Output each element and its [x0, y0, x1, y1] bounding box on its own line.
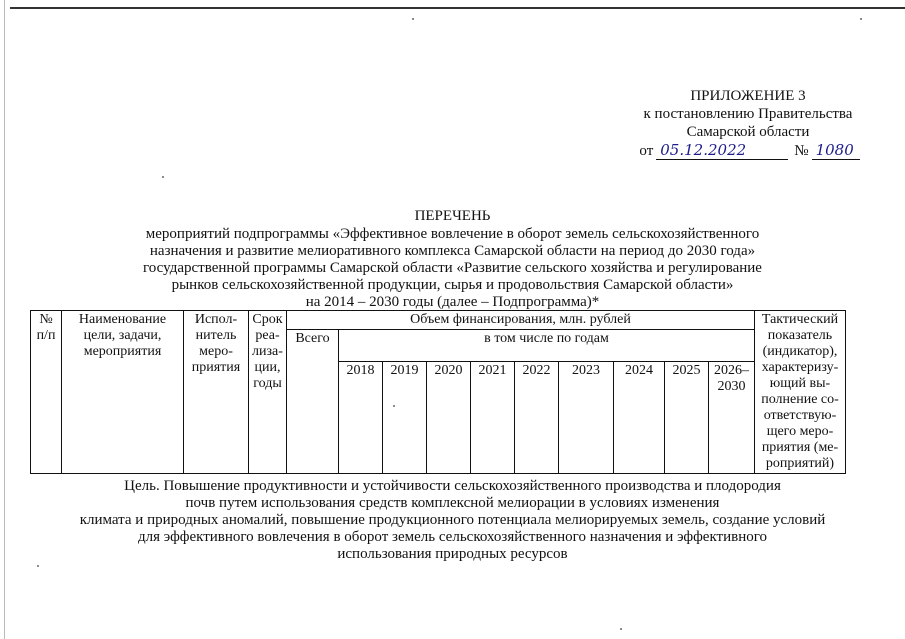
header-funding: Объем финансирования, млн. рублей	[287, 311, 755, 330]
top-border-line	[10, 7, 905, 9]
year-cell: 2021	[471, 362, 515, 474]
scan-speck	[412, 18, 414, 20]
goal-line: использования природных ресурсов	[337, 546, 568, 562]
year-cell: 2026– 2030	[709, 362, 755, 474]
title-line: назначения и развитие мелиоративного комплекса Самарской области на период до 2030 года»	[149, 243, 756, 259]
goal-text	[0, 478, 905, 563]
header-by-year: в том числе по годам	[339, 330, 755, 362]
year-cell: 2020	[427, 362, 471, 474]
scan-speck	[620, 628, 622, 630]
title-line: рынков сельскохозяйственной продукции, сырья и продовольствия Самарской области»	[171, 277, 734, 293]
appendix-line-3: Самарской области	[686, 124, 810, 140]
title-line: мероприятий подпрограммы «Эффективное вовлечение в оборот земель сельскохозяйственного	[145, 226, 760, 242]
title-line: государственной программы Самарской области «Развитие сельского хозяйства и регулирование	[143, 260, 762, 276]
scan-speck	[162, 176, 164, 178]
goal-line: для эффективного вовлечения в оборот земель сельскохозяйственного назначения и эффективного	[137, 529, 768, 545]
scan-speck	[393, 405, 395, 407]
scan-speck	[860, 18, 862, 20]
goal-line: Цель. Повышение продуктивности и устойчивости сельскохозяйственного производства и плодородия	[124, 478, 781, 494]
header-indicator: Тактический показатель (индикатор), характеризу-ющий вы-полнение со-ответствую-щего меро-приятия (ме-роприятий)	[755, 311, 846, 474]
header-term: Срок реа-лиза-ции, годы	[249, 311, 287, 474]
header-executor: Испол-нитель меро-приятия	[184, 311, 249, 474]
year-cell: 2024	[614, 362, 665, 474]
number-label: №	[794, 143, 809, 159]
date-number-row	[600, 141, 896, 160]
appendix-block	[600, 87, 896, 160]
header-num: № п/п	[31, 311, 62, 474]
number-value-handwritten: 1080	[812, 141, 860, 160]
year-cell: 2019	[383, 362, 427, 474]
appendix-line-2: к постановлению Правительства	[643, 106, 853, 122]
year-cell: 2025	[665, 362, 709, 474]
year-cell: 2018	[339, 362, 383, 474]
title-line: на 2014 – 2030 годы (далее – Подпрограмма)*	[305, 294, 600, 310]
date-value-handwritten: 05.12.2022	[656, 141, 788, 160]
document-title	[0, 208, 905, 311]
measures-table	[30, 310, 846, 474]
header-name: Наименование цели, задачи, мероприятия	[62, 311, 184, 474]
year-cell: 2022	[515, 362, 559, 474]
header-total: Всего	[287, 330, 339, 474]
goal-line: климата и природных аномалий, повышение продукционного потенциала мелиорируемых земель, создание условий	[79, 512, 826, 528]
year-cell: 2023	[559, 362, 614, 474]
appendix-title: ПРИЛОЖЕНИЕ 3	[690, 88, 806, 104]
title-heading: ПЕРЕЧЕНЬ	[414, 208, 491, 224]
date-label: от	[639, 143, 654, 159]
goal-line: почв путем использования средств комплексной мелиорации в условиях изменения	[185, 495, 720, 511]
scan-speck	[37, 565, 39, 567]
